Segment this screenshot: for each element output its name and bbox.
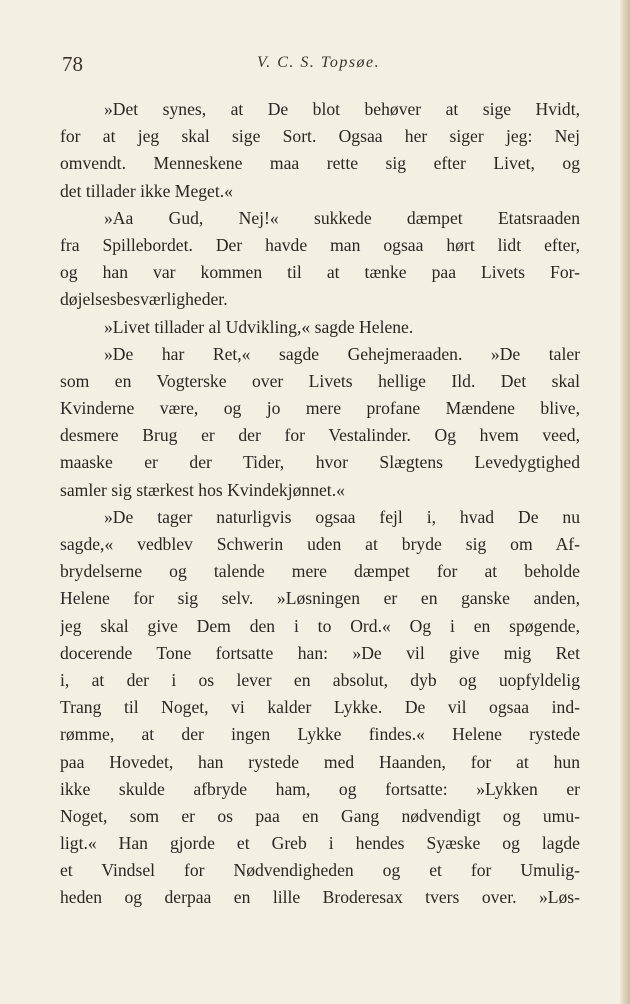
text-line: og han var kommen til at tænke paa Livets For-: [60, 262, 580, 283]
text-line: brydelserne og talende mere dæmpet for at beholde: [60, 561, 580, 582]
text-line: et Vindsel for Nødvendigheden og et for Umulig-: [60, 860, 580, 881]
text-line: sagde,« vedblev Schwerin uden at bryde sig om Af-: [60, 534, 580, 554]
text-line: docerende Tone fortsatte han: »De vil give mig Ret: [60, 642, 580, 663]
text-line: som en Vogterske over Livets hellige Ild. Det skal: [60, 370, 580, 391]
text-line: Kvinderne være, og jo mere profane Mændene blive,: [60, 398, 580, 419]
text-line: »De tager naturligvis ogsaa fejl i, hvad De nu: [104, 506, 580, 527]
body-text: [60, 96, 580, 912]
text-line: omvendt. Menneskene maa rette sig efter Livet, og: [60, 153, 580, 174]
text-line: »Det synes, at De blot behøver at sige Hvidt,: [104, 99, 580, 119]
text-line: Noget, som er os paa en Gang nødvendigt og umu-: [60, 805, 580, 826]
text-line: heden og derpaa en lille Broderesax tvers over. »Løs-: [60, 887, 580, 908]
text-line: »Aa Gud, Nej!« sukkede dæmpet Etatsraaden: [104, 207, 580, 228]
text-line: samler sig stærkest hos Kvindekjønnet.«: [60, 479, 345, 500]
text-line: ligt.« Han gjorde et Greb i hendes Syæske og lagde: [60, 833, 580, 854]
page-number: 78: [62, 52, 83, 76]
text-line: døjelsesbesværligheder.: [60, 289, 228, 310]
text-line: jeg skal give Dem den i to Ord.« Og i en spøgende,: [60, 615, 580, 636]
text-line: det tillader ikke Meget.«: [60, 180, 233, 201]
text-line: Helene for sig selv. »Løsningen er en ganske anden,: [60, 588, 580, 609]
text-line: i, at der i os lever en absolut, dyb og uopfyldelig: [60, 669, 580, 690]
text-line: fra Spillebordet. Der havde man ogsaa hørt lidt efter,: [60, 234, 580, 255]
page-header: [62, 50, 582, 80]
text-line: rømme, at der ingen Lykke findes.« Helene rystede: [60, 724, 580, 745]
text-line: ikke skulde afbryde ham, og fortsatte: »Lykken er: [60, 778, 580, 799]
page-edge: [620, 0, 630, 1004]
text-line: Trang til Noget, vi kalder Lykke. De vil ogsaa ind-: [60, 697, 580, 718]
text-line: desmere Brug er der for Vestalinder. Og hvem veed,: [60, 425, 580, 446]
text-line: paa Hovedet, han rystede med Haanden, for at hun: [60, 751, 580, 772]
text-line: maaske er der Tider, hvor Slægtens Levedygtighed: [60, 452, 580, 473]
text-line: »De har Ret,« sagde Gehejmeraaden. »De taler: [104, 343, 580, 364]
text-line: for at jeg skal sige Sort. Ogsaa her siger jeg: Nej: [60, 126, 580, 147]
text-line: »Livet tillader al Udvikling,« sagde Helene.: [104, 316, 414, 337]
running-title: V. C. S. Topsøe.: [257, 54, 381, 71]
